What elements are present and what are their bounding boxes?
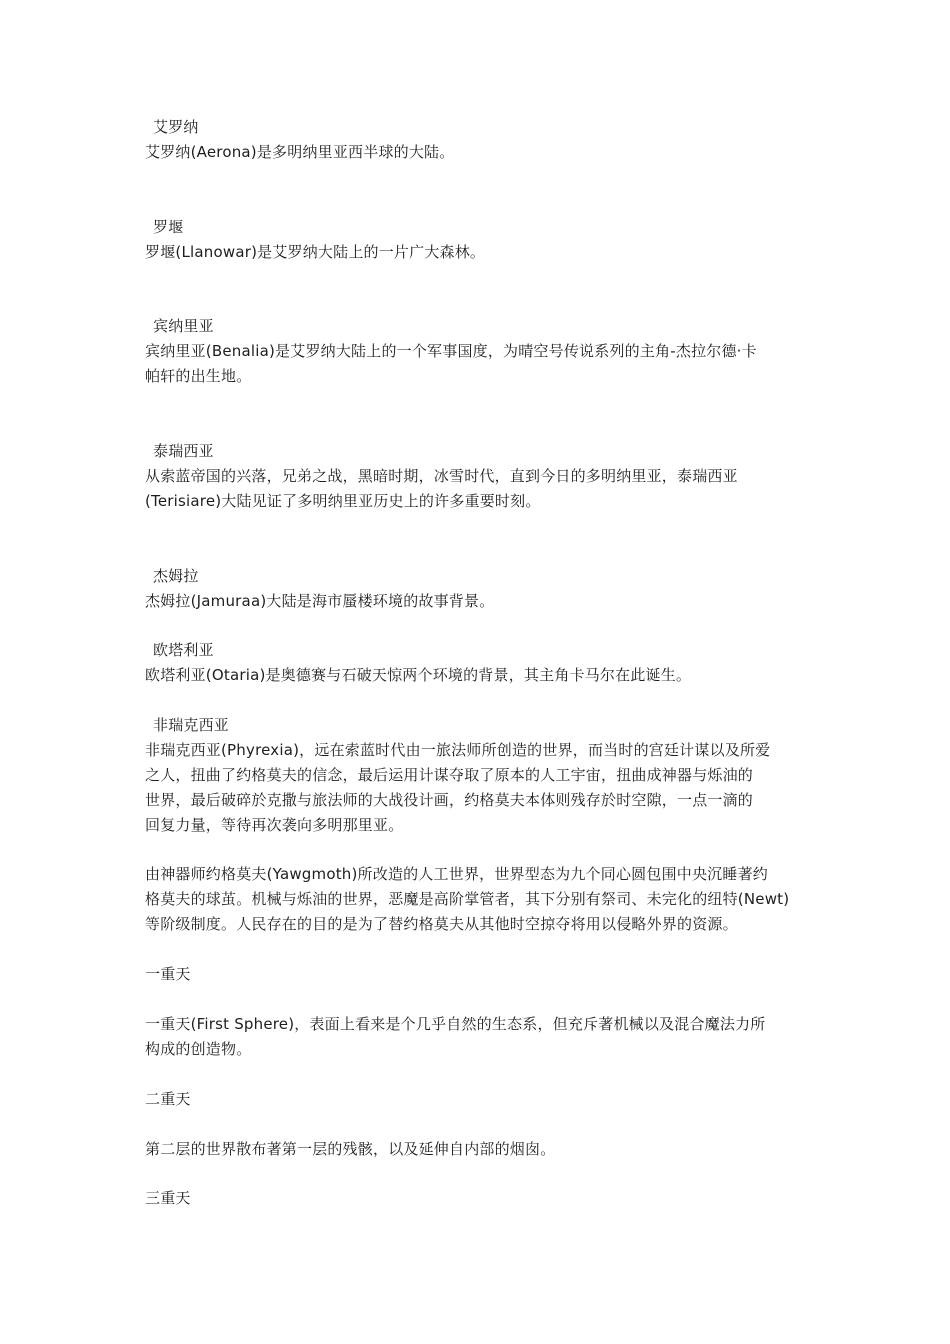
sphere-1-text-line-1: 一重天(First Sphere)，表面上看来是个几乎自然的生态系，但充斥著机械以及混合魔法力所 — [145, 1015, 766, 1033]
section-heading-otaria: 欧塔利亚 — [153, 641, 214, 659]
paragraph-yawgmoth-line-3: 等阶级制度。人民存在的目的是为了替约格莫夫从其他时空掠夺将用以侵略外界的资源。 — [145, 915, 738, 933]
section-heading-llanowar: 罗堰 — [153, 218, 184, 236]
section-text-phyrexia-line-4: 回复力量，等待再次袭向多明那里亚。 — [145, 816, 404, 834]
section-text-jamuraa: 杰姆拉(Jamuraa)大陆是海市蜃楼环境的故事背景。 — [145, 592, 495, 610]
section-heading-jamuraa: 杰姆拉 — [153, 567, 199, 585]
section-heading-phyrexia: 非瑞克西亚 — [153, 716, 230, 734]
sphere-2-title: 二重天 — [145, 1090, 191, 1108]
section-text-benalia-line-1: 宾纳里亚(Benalia)是艾罗纳大陆上的一个军事国度，为晴空号传说系列的主角-杰拉尔德·卡 — [145, 342, 757, 360]
section-heading-aerona: 艾罗纳 — [153, 118, 199, 136]
sphere-2-text: 第二层的世界散布著第一层的残骸，以及延伸自内部的烟囱。 — [145, 1140, 556, 1158]
section-text-phyrexia-line-3: 世界，最后破碎於克撒与旅法师的大战役计画，约格莫夫本体则残存於时空隙，一点一滴的 — [145, 791, 754, 809]
section-heading-terisiare: 泰瑞西亚 — [153, 442, 214, 460]
paragraph-yawgmoth-line-1: 由神器师约格莫夫(Yawgmoth)所改造的人工世界，世界型态为九个同心圆包围中央沉睡著约 — [145, 865, 768, 883]
section-text-phyrexia-line-1: 非瑞克西亚(Phyrexia)，远在索蓝时代由一旅法师所创造的世界，而当时的宫廷计谋以及所爱 — [145, 741, 771, 759]
section-text-terisiare-line-1: 从索蓝帝国的兴落，兄弟之战，黑暗时期，冰雪时代，直到今日的多明纳里亚，泰瑞西亚 — [145, 467, 738, 485]
paragraph-yawgmoth-line-2: 格莫夫的球茧。机械与烁油的世界，恶魔是高阶掌管者，其下分别有祭司、未完化的纽特(Newt) — [145, 890, 790, 908]
section-text-llanowar: 罗堰(Llanowar)是艾罗纳大陆上的一片广大森林。 — [145, 243, 486, 261]
section-heading-benalia: 宾纳里亚 — [153, 317, 214, 335]
sphere-1-title: 一重天 — [145, 965, 191, 983]
section-text-aerona: 艾罗纳(Aerona)是多明纳里亚西半球的大陆。 — [145, 143, 455, 161]
section-text-otaria: 欧塔利亚(Otaria)是奥德赛与石破天惊两个环境的背景，其主角卡马尔在此诞生。 — [145, 666, 692, 684]
section-text-phyrexia-line-2: 之人，扭曲了约格莫夫的信念，最后运用计谋夺取了原本的人工宇宙，扭曲成神器与烁油的 — [145, 766, 754, 784]
sphere-1-text-line-2: 构成的创造物。 — [145, 1040, 252, 1058]
sphere-3-title: 三重天 — [145, 1189, 191, 1207]
section-text-benalia-line-2: 帕轩的出生地。 — [145, 367, 252, 385]
section-text-terisiare-line-2: (Terisiare)大陆见证了多明纳里亚历史上的许多重要时刻。 — [145, 492, 541, 510]
